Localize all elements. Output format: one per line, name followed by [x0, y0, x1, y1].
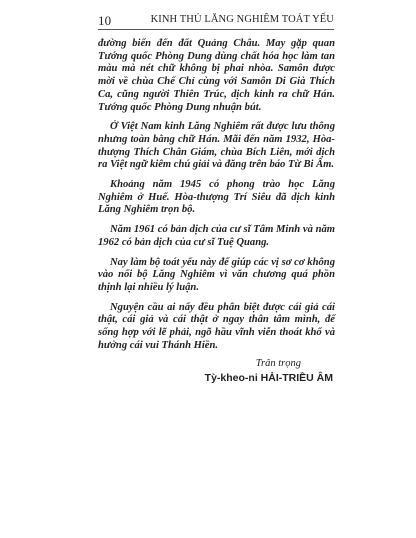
signature-greeting: Trân trọng: [255, 358, 301, 369]
page-number: 10: [98, 13, 112, 28]
paragraph-aspiration: Nguyện cầu ai nấy đều phân biệt được cái giả cái thật, cái giả và cái thật ở ngay thân tâm mình, để sống hợp với lẽ phải, ngõ hầu vĩnh viễn thoát khổ và hưởng cái vui Thánh Hiền.: [98, 301, 335, 351]
paragraph-vietnam-circulation: Ở Việt Nam kinh Lăng Nghiêm rất được lưu thông nhưng toàn bằng chữ Hán. Mãi đến năm 1932, Hòa-thượng Thích Chân Giám, chùa Bích Liên, mới dịch ra Việt ngữ kiêm chú giải và đăng trên báo Từ Bi Âm.: [98, 121, 335, 171]
header-rule: [98, 29, 334, 30]
paragraph-hue-movement: Khoảng năm 1945 có phong trào học Lăng Nghiêm ở Huế. Hòa-thượng Trí Siêu đã dịch kinh Lăng Nghiêm trọn bộ.: [98, 179, 335, 216]
signature-block: [98, 358, 335, 384]
body-text: [98, 38, 335, 359]
running-title: KINH THỦ LĂNG NGHIÊM TOÁT YẾU: [150, 14, 334, 25]
paragraph-later-translations: Năm 1961 có bản dịch của cư sĩ Tâm Minh và năm 1962 có bản dịch của cư sĩ Tuệ Quang.: [98, 224, 335, 248]
signature-author: Tỳ-kheo-ni HẢI-TRIỀU ÂM: [204, 372, 333, 384]
paragraph-translation-history: đường biển đến đất Quảng Châu. May gặp quan Tướng quốc Phòng Dung dùng chất hóa học làm tan màu mà nét chữ không bị phai nhòa. Samôn được mời về chùa Chế Chỉ cùng với Samôn Di Già Thích Ca, cũng người Thiên Trúc, dịch kinh ra chữ Hán. Tướng quốc Phòng Dung nhuận bút.: [98, 38, 335, 113]
paragraph-purpose: Nay làm bộ toát yếu này để giúp các vị sơ cơ không vào nổi bộ Lăng Nghiêm vì văn chương quá phồn thịnh lại nhiều lý luận.: [98, 256, 335, 293]
